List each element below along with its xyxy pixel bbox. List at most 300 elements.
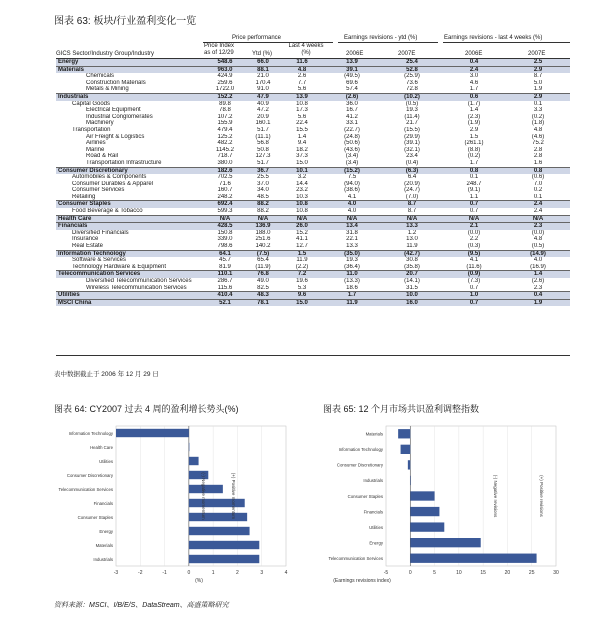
cell-value: (261.1) xyxy=(464,140,484,147)
cell-value: 339.0 xyxy=(217,236,233,243)
cell-value: (35.0) xyxy=(322,250,382,257)
cell-value: N/A xyxy=(206,215,244,223)
row-label: Metals & Mining xyxy=(86,86,129,93)
cell-value: 15.5 xyxy=(296,126,308,133)
cell-value: 10.1 xyxy=(282,167,322,174)
cell-value: 424.9 xyxy=(217,73,233,80)
sector-table xyxy=(56,59,570,306)
cell-value: (3.4) xyxy=(345,159,359,166)
cell-value: 19.3 xyxy=(346,257,358,264)
x-tick-label: 4 xyxy=(284,570,288,576)
cell-value: 31.8 xyxy=(346,229,358,236)
cell-value: (38.6) xyxy=(344,187,360,194)
cell-value: 4.0 xyxy=(533,257,543,264)
chart65-revisions-index xyxy=(318,420,568,590)
cell-value: 73.6 xyxy=(406,79,418,86)
cell-value: 0.7 xyxy=(442,201,506,208)
cell-value: 11.0 xyxy=(322,271,382,278)
cell-value: 78.1 xyxy=(244,299,282,306)
bar xyxy=(410,554,536,563)
cell-value: (0.2) xyxy=(531,113,545,120)
cell-value: (39.1) xyxy=(404,140,420,147)
cell-value: 71.6 xyxy=(219,180,231,187)
cell-value: 12.7 xyxy=(296,243,308,250)
bar xyxy=(189,527,250,535)
cell-value: 286.7 xyxy=(217,278,233,284)
cell-value: 76.8 xyxy=(244,271,282,278)
cell-value: (15.5) xyxy=(404,126,420,133)
category-label: Financials xyxy=(93,500,113,506)
cell-value: 152.2 xyxy=(206,93,244,100)
row-label: Industrial Conglomerates xyxy=(86,113,153,120)
row-label: Financials xyxy=(56,223,206,230)
cell-value: (24.7) xyxy=(404,187,420,194)
row-label: Wireless Telecommunication Services xyxy=(86,284,187,291)
cell-value: 47.2 xyxy=(257,107,269,114)
x-tick-label: 10 xyxy=(456,570,462,576)
cell-value: 19.3 xyxy=(406,107,418,114)
row-label: Consumer Services xyxy=(72,187,125,194)
col-header-price-index: Price Index as of 12/29 xyxy=(204,43,235,56)
category-label: Energy xyxy=(99,528,113,534)
x-tick-label: 25 xyxy=(528,570,535,576)
cell-value: 248.2 xyxy=(217,193,233,200)
row-label: Consumer Discretionary xyxy=(56,167,206,174)
col-header-sector: GICS Sector/Industry Group/Industry xyxy=(56,51,155,57)
cell-value: 0.4 xyxy=(506,292,570,300)
cell-value: N/A xyxy=(322,215,382,223)
row-label: Health Care xyxy=(56,215,206,223)
cell-value: 13.3 xyxy=(346,243,358,250)
cell-value: 22.1 xyxy=(346,236,358,243)
cell-value: 3.3 xyxy=(533,107,543,114)
x-tick-label: 0 xyxy=(408,570,412,576)
cell-value: (11.4) xyxy=(404,113,420,120)
cell-value: 23.4 xyxy=(406,153,418,160)
row-label: Marine xyxy=(86,146,105,153)
cell-value: 1.5 xyxy=(282,250,322,257)
row-label: Diversified Telecommunication Services xyxy=(86,278,192,284)
cell-value: 2.4 xyxy=(506,201,570,208)
cell-value: 380.0 xyxy=(217,159,233,166)
cell-value: (36.4) xyxy=(344,263,360,270)
cell-value: 65.4 xyxy=(257,257,269,264)
cell-value: 15.0 xyxy=(282,299,322,306)
x-tick-label: -5 xyxy=(383,570,389,576)
cell-value: 10.8 xyxy=(296,100,308,107)
col-header-ytd-2007e: 2007E xyxy=(398,51,416,57)
table-row xyxy=(56,264,570,271)
cell-value: 8.7 xyxy=(407,208,417,215)
category-label: Consumer Discretionary xyxy=(336,462,383,468)
cell-value: (9.1) xyxy=(467,187,481,194)
cell-value: 91.0 xyxy=(257,86,269,93)
cell-value: 18.2 xyxy=(296,146,308,153)
cell-value: (49.5) xyxy=(344,73,360,80)
cell-value: (2.3) xyxy=(467,113,481,120)
cell-value: (24.8) xyxy=(344,133,360,140)
cell-value: 1.7 xyxy=(322,292,382,300)
cell-value: 20.7 xyxy=(382,271,442,278)
cell-value: 16.7 xyxy=(346,107,358,114)
cell-value: 1.9 xyxy=(506,299,570,306)
category-label: Materials xyxy=(95,542,113,548)
cell-value: 248.7 xyxy=(466,180,482,187)
cell-value: (8.8) xyxy=(467,146,481,153)
group-underline-4w xyxy=(443,42,570,43)
group-underline-ytd xyxy=(338,42,438,43)
bar xyxy=(189,555,259,563)
cell-value: 5.0 xyxy=(533,79,543,86)
cell-value: (3.4) xyxy=(345,153,359,160)
table-row xyxy=(56,257,570,264)
cell-value: 0.8 xyxy=(442,167,506,174)
cell-value: 4.6 xyxy=(469,79,479,86)
cell-value: 13.0 xyxy=(406,236,418,243)
cell-value: 48.5 xyxy=(257,193,269,200)
cell-value: 2.8 xyxy=(533,153,543,160)
cell-value: 10.8 xyxy=(282,201,322,208)
category-label: Telecommunication Services xyxy=(58,486,113,492)
cell-value: (0.0) xyxy=(531,229,545,236)
col-header-4w: Last 4 weeks (%) xyxy=(288,43,324,56)
row-label: Automobiles & Components xyxy=(72,174,147,181)
cell-value: (16.9) xyxy=(530,263,546,270)
cell-value: (11.6) xyxy=(466,263,482,270)
cell-value: 2.9 xyxy=(469,126,479,133)
cell-value: N/A xyxy=(506,215,570,223)
table-row xyxy=(56,215,570,223)
cell-value: 115.6 xyxy=(217,284,233,291)
cell-value: 41.1 xyxy=(296,236,308,243)
row-label: Consumer Staples xyxy=(56,201,206,208)
cell-value: 13.9 xyxy=(282,93,322,100)
row-label: Road & Rail xyxy=(86,153,119,160)
cell-value: 49.0 xyxy=(257,278,269,284)
cell-value: 5.3 xyxy=(297,284,307,291)
category-label: Consumer Discretionary xyxy=(66,472,113,478)
table-row xyxy=(56,243,570,250)
cell-value: 4.8 xyxy=(533,236,543,243)
col-header-ytd-2006e: 2006E xyxy=(346,51,364,57)
cell-value: N/A xyxy=(382,215,442,223)
cell-value: (13.3) xyxy=(344,278,360,284)
cell-value: 4.1 xyxy=(469,257,479,264)
cell-value: (7.0) xyxy=(405,193,419,200)
cell-value: (29.9) xyxy=(404,133,420,140)
cell-value: (22.7) xyxy=(344,126,360,133)
cell-value: 36.0 xyxy=(346,100,358,107)
cell-value: 37.0 xyxy=(257,180,269,187)
cell-value: 19.6 xyxy=(296,278,308,284)
table-row xyxy=(56,59,570,66)
x-tick-label: -2 xyxy=(138,570,143,576)
cell-value: 251.6 xyxy=(255,236,271,243)
cell-value: 11.9 xyxy=(406,243,418,250)
momentum-annotation: (-) Negative momentum xyxy=(201,472,206,520)
cell-value: 1.4 xyxy=(469,107,479,114)
bar xyxy=(408,460,410,469)
cell-value: (4.6) xyxy=(531,133,545,140)
cell-value: 89.8 xyxy=(219,100,231,107)
bar xyxy=(189,541,259,549)
x-tick-label: 5 xyxy=(433,570,436,576)
cell-value: 259.6 xyxy=(217,79,233,86)
table-row xyxy=(56,73,570,80)
cell-value: 2.4 xyxy=(442,66,506,73)
cell-value: 11.9 xyxy=(322,299,382,306)
cell-value: 81.9 xyxy=(219,263,231,270)
cell-value: 21.7 xyxy=(406,120,418,127)
cell-value: 15.0 xyxy=(296,159,308,166)
cell-value: 8.7 xyxy=(382,201,442,208)
cell-value: N/A xyxy=(442,215,506,223)
cell-value: (6.3) xyxy=(382,167,442,174)
cell-value: 15.2 xyxy=(296,229,308,236)
cell-value: 0.4 xyxy=(442,59,506,66)
row-label: Industrials xyxy=(56,93,206,100)
category-label: Telecommunication Services xyxy=(328,556,383,562)
table-row xyxy=(56,181,570,188)
row-label: Consumer Durables & Apparel xyxy=(72,180,154,187)
col-header-4w-2007e: 2007E xyxy=(528,51,546,57)
category-label: Utilities xyxy=(99,458,113,464)
category-label: Materials xyxy=(365,431,383,437)
cell-value: 66.0 xyxy=(244,59,282,66)
cell-value: (1.8) xyxy=(531,120,545,127)
cell-value: 702.5 xyxy=(217,174,233,181)
cell-value: 69.6 xyxy=(346,79,358,86)
momentum-annotation: (-) Negative revisions xyxy=(493,474,498,518)
row-label: Software & Services xyxy=(72,257,127,264)
bar xyxy=(189,443,190,451)
cell-value: (20.9) xyxy=(404,180,420,187)
cell-value: 22.4 xyxy=(296,120,308,127)
table-row xyxy=(56,201,570,208)
cell-value: 72.8 xyxy=(406,86,418,93)
cell-value: 2.1 xyxy=(442,223,506,230)
group-header-price: Price performance xyxy=(232,35,282,41)
cell-value: (2.6) xyxy=(322,93,382,100)
category-label: Information Technology xyxy=(338,447,383,453)
cell-value: (10.2) xyxy=(382,93,442,100)
row-label: Transportation xyxy=(72,126,111,133)
table-row xyxy=(56,153,570,160)
cell-value: 7.2 xyxy=(282,271,322,278)
cell-value: 150.8 xyxy=(217,229,233,236)
cell-value: (0.3) xyxy=(467,243,481,250)
cell-value: 963.0 xyxy=(206,66,244,73)
cell-value: (35.8) xyxy=(404,263,420,270)
cell-value: 88.2 xyxy=(257,208,269,215)
table-row xyxy=(56,93,570,100)
chart65-title: 图表 65: 12 个月市场共识盈利调整指数 xyxy=(323,404,480,414)
chart64-momentum xyxy=(54,420,304,590)
cell-value: 140.2 xyxy=(255,243,271,250)
cell-value: 548.6 xyxy=(206,59,244,66)
cell-value: (0.5) xyxy=(531,243,545,250)
cell-value: 2.9 xyxy=(506,66,570,73)
cell-value: 13.3 xyxy=(382,223,442,230)
row-label: Utilities xyxy=(56,292,206,300)
cell-value: 52.1 xyxy=(206,299,244,306)
category-label: Consumer Staples xyxy=(77,514,113,520)
cell-value: 11.6 xyxy=(282,59,322,66)
cell-value: N/A xyxy=(244,215,282,223)
cell-value: 47.9 xyxy=(244,93,282,100)
cell-value: (14.1) xyxy=(404,278,420,284)
cell-value: 2.3 xyxy=(533,284,543,291)
cell-value: 51.7 xyxy=(257,159,269,166)
cell-value: 82.5 xyxy=(257,284,269,291)
category-label: Information Technology xyxy=(68,430,113,436)
cell-value: 1.4 xyxy=(297,133,307,140)
row-label: Construction Materials xyxy=(86,79,146,86)
table-row xyxy=(56,271,570,278)
cell-value: 1.2 xyxy=(407,229,417,236)
cell-value: 188.0 xyxy=(255,229,271,236)
cell-value: 0.1 xyxy=(533,100,543,107)
cell-value: 4.8 xyxy=(533,126,543,133)
cell-value: (0.0) xyxy=(467,229,481,236)
cell-value: 4.1 xyxy=(347,193,357,200)
cell-value: 40.9 xyxy=(257,100,269,107)
cell-value: 155.9 xyxy=(217,120,233,127)
cell-value: 10.8 xyxy=(296,208,308,215)
cell-value: 23.2 xyxy=(296,187,308,194)
cell-value: (11.1) xyxy=(255,133,271,140)
cell-value: 21.0 xyxy=(257,73,269,80)
cell-value: 3.0 xyxy=(469,73,479,80)
bar xyxy=(401,445,411,454)
cell-value: 18.6 xyxy=(346,284,358,291)
cell-value: (0.5) xyxy=(405,100,419,107)
table-row xyxy=(56,285,570,292)
cell-value: 7.0 xyxy=(533,180,543,187)
table-row xyxy=(56,86,570,93)
x-tick-label: 1 xyxy=(211,570,215,576)
table-row xyxy=(56,160,570,167)
cell-value: (0.4) xyxy=(405,159,419,166)
row-label: Technology Hardware & Equipment xyxy=(72,263,167,270)
row-label: MSCI China xyxy=(56,299,206,306)
bar xyxy=(410,507,439,516)
table-row xyxy=(56,208,570,215)
table-row xyxy=(56,194,570,201)
chart64-title: 图表 64: CY2007 过去 4 周的盈利增长势头(%) xyxy=(54,404,239,414)
cell-value: 1.1 xyxy=(469,193,479,200)
row-label: Materials xyxy=(56,66,206,73)
category-label: Financials xyxy=(363,509,383,515)
table-row xyxy=(56,236,570,243)
cell-value: 160.1 xyxy=(255,120,271,127)
cell-value: 0.1 xyxy=(533,193,543,200)
cell-value: (0.2) xyxy=(467,153,481,160)
cell-value: 10.3 xyxy=(296,193,308,200)
cell-value: 88.2 xyxy=(244,201,282,208)
cell-value: 56.8 xyxy=(257,140,269,147)
x-tick-label: -3 xyxy=(113,570,119,576)
row-label: Electrical Equipment xyxy=(86,107,141,114)
table-bottom-rule xyxy=(56,355,570,356)
cell-value: 3.2 xyxy=(297,174,307,181)
cell-value: 0.7 xyxy=(469,208,479,215)
table-row xyxy=(56,140,570,147)
cell-value: 2.6 xyxy=(297,73,307,80)
cell-value: 13.9 xyxy=(322,59,382,66)
cell-value: 30.8 xyxy=(406,257,418,264)
cell-value: 1.7 xyxy=(469,86,479,93)
bar xyxy=(116,429,189,437)
x-tick-label: 15 xyxy=(480,570,486,576)
cell-value: (42.7) xyxy=(382,250,442,257)
table-row xyxy=(56,127,570,134)
table-row xyxy=(56,134,570,141)
row-label: Machinery xyxy=(86,120,114,127)
cell-value: 2.8 xyxy=(533,146,543,153)
cell-value: (1.7) xyxy=(467,100,481,107)
category-label: Industrials xyxy=(93,556,113,562)
table-row xyxy=(56,114,570,121)
table-row xyxy=(56,299,570,306)
cell-value: (0.9) xyxy=(442,271,506,278)
row-label: Real Estate xyxy=(72,243,104,250)
cell-value: 4.8 xyxy=(282,66,322,73)
cell-value: 0.8 xyxy=(506,167,570,174)
cell-value: 57.4 xyxy=(346,86,358,93)
cell-value: (2.2) xyxy=(295,263,309,270)
cell-value: (9.5) xyxy=(442,250,506,257)
cell-value: 0.1 xyxy=(469,174,479,181)
row-label: Retailing xyxy=(72,193,96,200)
row-label: Food Beverage & Tobacco xyxy=(72,208,143,215)
table-row xyxy=(56,120,570,127)
table-row xyxy=(56,107,570,114)
table-row xyxy=(56,278,570,285)
cell-value: 9.6 xyxy=(282,292,322,300)
cell-value: 2.3 xyxy=(506,223,570,230)
cell-value: 599.3 xyxy=(217,208,233,215)
cell-value: 428.5 xyxy=(206,223,244,230)
cell-value: 0.7 xyxy=(442,299,506,306)
table-title: 图表 63: 板块/行业盈利变化一览 xyxy=(54,16,197,27)
cell-value: 1.7 xyxy=(469,159,479,166)
group-header-ytd: Earnings revisions - ytd (%) xyxy=(344,35,418,41)
cell-value: 25.4 xyxy=(382,59,442,66)
cell-value: 26.0 xyxy=(282,223,322,230)
cell-value: 160.7 xyxy=(217,187,233,194)
cell-value: 107.2 xyxy=(217,113,233,120)
cell-value: 6.4 xyxy=(407,174,417,181)
table-row xyxy=(56,147,570,154)
table-row xyxy=(56,223,570,230)
col-header-4w-2006e: 2006E xyxy=(465,51,483,57)
row-label: Chemicals xyxy=(86,73,115,80)
cell-value: 7.7 xyxy=(297,79,307,86)
cell-value: 5.6 xyxy=(297,113,307,120)
cell-value: 1.6 xyxy=(533,159,543,166)
cell-value: 7.5 xyxy=(347,174,357,181)
table-row xyxy=(56,66,570,73)
cell-value: 798.6 xyxy=(217,243,233,250)
x-axis-label: (%) xyxy=(195,578,203,584)
row-label: Information Technology xyxy=(56,250,206,257)
cell-value: 1722.0 xyxy=(215,86,235,93)
cell-value: 41.2 xyxy=(346,113,358,120)
row-label: Diversified Financials xyxy=(72,229,129,236)
cell-value: (43.6) xyxy=(344,146,360,153)
cell-value: 4.0 xyxy=(347,208,357,215)
